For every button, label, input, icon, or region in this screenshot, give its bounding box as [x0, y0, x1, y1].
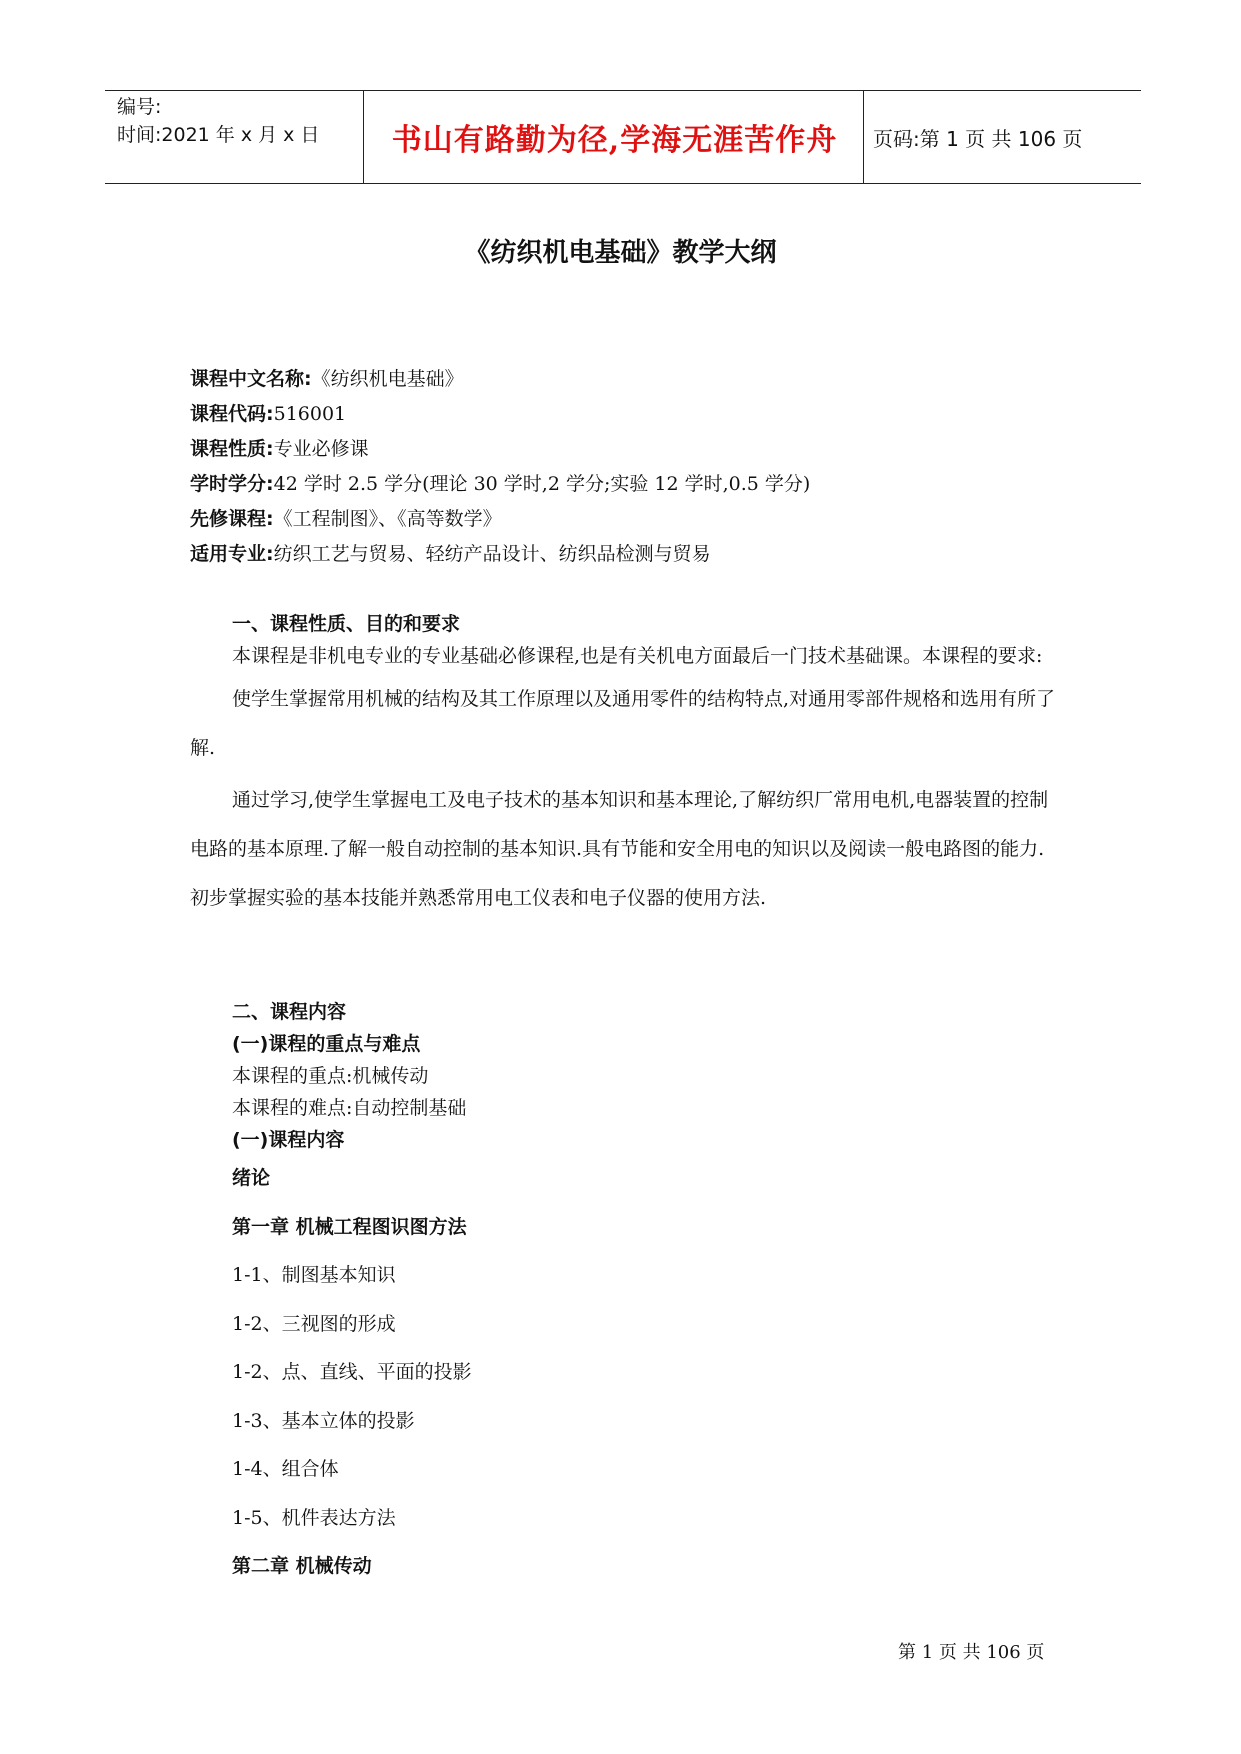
- info-value: 专业必修课: [273, 438, 369, 460]
- list-item: 1-2、三视图的形成: [232, 1312, 396, 1335]
- section-heading: 二、课程内容: [232, 1001, 347, 1023]
- info-key: 课程性质:: [190, 438, 274, 460]
- list-item: 1-5、机件表达方法: [232, 1506, 396, 1529]
- chapter-heading: 第二章 机械传动: [232, 1555, 372, 1577]
- document-title: 《纺织机电基础》教学大纲: [464, 238, 777, 268]
- chapter-list: [190, 1154, 1060, 1591]
- header-page-label: 页码:第 1 页 共 106 页: [873, 126, 1083, 151]
- info-row: [190, 502, 810, 537]
- info-row: [190, 537, 810, 572]
- chapter-heading: 绪论: [232, 1167, 271, 1189]
- page-footer: 第 1 页 共 106 页: [898, 1642, 1045, 1663]
- info-row: [190, 432, 810, 467]
- info-key: 适用专业:: [190, 543, 274, 565]
- info-key: 学时学分:: [190, 473, 274, 495]
- info-row: [190, 362, 810, 397]
- number-label: 编号:: [117, 96, 162, 118]
- difficulty-point: 本课程的难点:自动控制基础: [232, 1097, 467, 1119]
- info-key: 课程中文名称:: [190, 368, 312, 390]
- header-motto: 书山有路勤为径,学海无涯苦作舟: [391, 123, 838, 158]
- chapter-heading: 第一章 机械工程图识图方法: [232, 1215, 467, 1238]
- info-value: 42 学时 2.5 学分(理论 30 学时,2 学分;实验 12 学时,0.5 学分): [273, 473, 811, 495]
- info-row: [190, 467, 810, 502]
- info-value: 《纺织机电基础》: [311, 368, 464, 390]
- paragraph: 本课程是非机电专业的专业基础必修课程,也是有关机电方面最后一门技术基础课。本课程的要求:: [232, 645, 1043, 667]
- info-value: 516001: [273, 403, 347, 425]
- page-header: [105, 90, 1141, 184]
- paragraph: 使学生掌握常用机械的结构及其工作原理以及通用零件的结构特点,对通用零部件规格和选用有所了解.: [190, 688, 1056, 759]
- info-value: 《工程制图》、《高等数学》: [273, 508, 502, 530]
- header-meta: [117, 93, 319, 149]
- header-divider: [363, 91, 364, 183]
- list-item: 1-2、点、直线、平面的投影: [232, 1361, 472, 1383]
- header-divider: [863, 91, 864, 183]
- section-1: [190, 608, 1060, 923]
- subsection-heading: (一)课程的重点与难点: [232, 1033, 421, 1055]
- list-item: 1-1、制图基本知识: [232, 1264, 396, 1286]
- key-point: 本课程的重点:机械传动: [232, 1065, 429, 1087]
- info-row: [190, 397, 810, 432]
- info-key: 课程代码:: [190, 403, 274, 425]
- list-item: 1-3、基本立体的投影: [232, 1409, 415, 1432]
- info-key: 先修课程:: [190, 508, 274, 530]
- info-value: 纺织工艺与贸易、轻纺产品设计、纺织品检测与贸易: [273, 543, 711, 565]
- time-label: 时间:2021 年 x 月 x 日: [117, 124, 320, 146]
- course-info: [190, 362, 810, 572]
- paragraph: 通过学习,使学生掌握电工及电子技术的基本知识和基本理论,了解纺织厂常用电机,电器装置的控制电路的基本原理.了解一般自动控制的基本知识.具有节能和安全用电的知识以及阅读一般电路图的能力.初步掌握实验的基本技能并熟悉常用电工仪表和电子仪器的使用方法.: [190, 789, 1049, 909]
- section-2: [190, 996, 1060, 1156]
- list-item: 1-4、组合体: [232, 1458, 339, 1480]
- section-heading: 一、课程性质、目的和要求: [232, 613, 461, 635]
- subsection-heading: (一)课程内容: [232, 1129, 345, 1151]
